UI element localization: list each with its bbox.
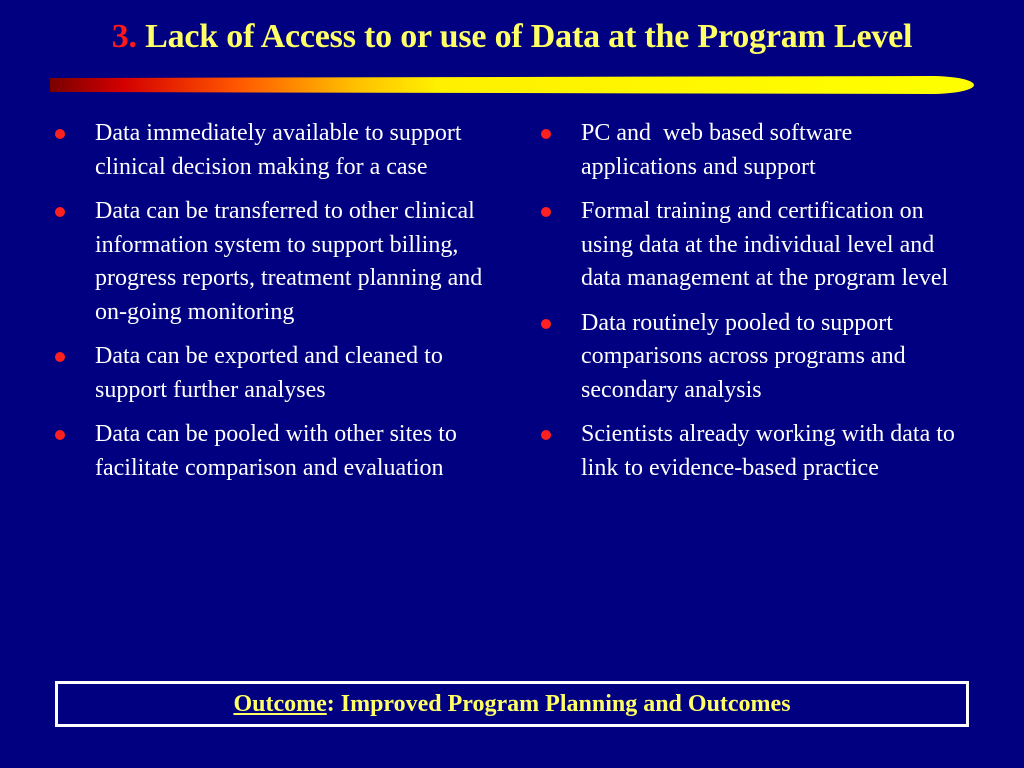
bullet-dot-icon [55, 207, 65, 217]
right-bullet-text: PC and web based software applications and support [581, 120, 859, 180]
left-bullet-text: Data immediately available to support clinical decision making for a case [95, 120, 462, 180]
right-bullet-item [541, 195, 971, 296]
title-underline-bar [50, 76, 974, 94]
left-bullet-item [55, 418, 485, 485]
outcome-box [55, 681, 969, 727]
left-bullet-text: Data can be pooled with other sites to facilitate comparison and evaluation [95, 421, 457, 481]
left-bullet-item [55, 340, 485, 407]
right-bullet-text: Data routinely pooled to support comparisons across programs and secondary analysis [581, 309, 906, 403]
title-number: 3. [111, 18, 137, 55]
right-bullet-text: Formal training and certification on using data at the individual level and data management at the program level [581, 198, 949, 291]
outcome-text: : Improved Program Planning and Outcomes [326, 691, 791, 717]
left-bullet-text: Data can be transferred to other clinical information system to support billing, progress reports, treatment planning and on-going monitoring [95, 198, 483, 325]
right-bullet-item [541, 117, 971, 184]
bullet-dot-icon [541, 129, 551, 139]
outcome-label: Outcome [233, 691, 327, 717]
right-bullet-text: Scientists already working with data to link to evidence-based practice [581, 421, 955, 481]
slide-title [0, 18, 1024, 56]
bullet-dot-icon [541, 207, 551, 217]
bullet-dot-icon [55, 129, 65, 139]
title-text: Lack of Access to or use of Data at the Program Level [145, 18, 913, 55]
left-bullet-item [55, 117, 485, 184]
bullet-dot-icon [55, 352, 65, 362]
left-column [55, 117, 485, 496]
bullet-dot-icon [541, 430, 551, 440]
left-bullet-text: Data can be exported and cleaned to support further analyses [95, 343, 443, 403]
right-bullet-item [541, 307, 971, 408]
bullet-dot-icon [55, 430, 65, 440]
left-bullet-item [55, 195, 485, 329]
right-bullet-item [541, 418, 971, 485]
bullet-dot-icon [541, 319, 551, 329]
right-column [541, 117, 971, 496]
